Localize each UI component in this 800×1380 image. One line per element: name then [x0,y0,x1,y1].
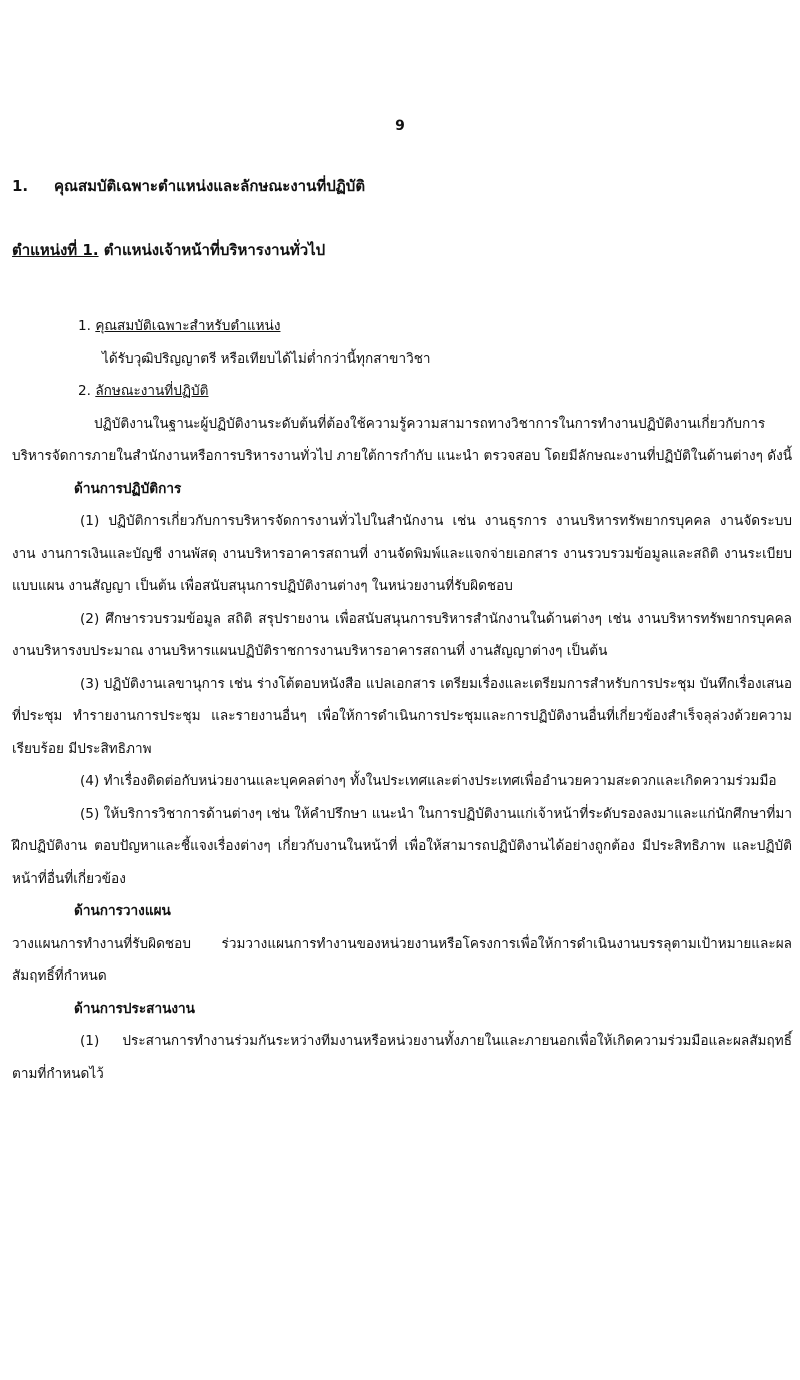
position-heading [12,238,325,262]
planning-text: วางแผนการทำงานที่รับผิดชอบ ร่วมวางแผนการทำงานของหน่วยงานหรือโครงการเพื่อให้การดำเนินงานบรรลุตามเป้าหมายและผลสัมฤทธิ์ที่กำหนด [12,935,792,984]
qualifications-heading-text: คุณสมบัติเฉพาะสำหรับตำแหน่ง [95,318,281,334]
operations-item-5: (5) ให้บริการวิชาการด้านต่างๆ เช่น ให้คำปรึกษา แนะนำ ในการปฏิบัติงานแก่เจ้าหน้าที่ระดับรองลงมาและแก่นักศึกษาที่มาฝึกปฏิบัติงาน ตอบปัญหาและชี้แจงเรื่องต่างๆ เกี่ยวกับงานในหน้าที่ เพื่อให้สามารถปฏิบัติงานได้อย่างถูกต้อง มีประสิทธิภาพ และปฏิบัติหน้าที่อื่นที่เกี่ยวข้อง [12,805,792,887]
position-label: ตำแหน่งที่ 1. [12,241,99,259]
job-description-heading [12,375,792,408]
section-number: 1. [12,177,29,195]
qualifications-number: 1. [78,318,91,334]
page-number: 9 [395,118,405,134]
planning-heading: ด้านการวางแผน [74,903,171,919]
operations-heading: ด้านการปฏิบัติการ [74,480,182,497]
coordination-heading: ด้านการประสานงาน [74,1000,195,1017]
operations-item-3: (3) ปฏิบัติงานเลขานุการ เช่น ร่างโต้ตอบหนังสือ แปลเอกสาร เตรียมเรื่องและเตรียมการสำหรับการประชุม บันทึกเรื่องเสนอที่ประชุม ทำรายงานการประชุม และรายงานอื่นๆ เพื่อให้การดำเนินการประชุมและการปฏิบัติงานอื่นที่เกี่ยวข้องสำเร็จลุล่วงด้วยความเรียบร้อย มีประสิทธิภาพ [12,675,792,757]
coordination-item-1: (1) ประสานการทำงานร่วมกันระหว่างทีมงานหรือหน่วยงานทั้งภายในและภายนอกเพื่อให้เกิดความร่วมมือและผลสัมฤทธิ์ตามที่กำหนดไว้ [12,1033,792,1082]
operations-item-4: (4) ทำเรื่องติดต่อกับหน่วยงานและบุคคลต่างๆ ทั้งในประเทศและต่างประเทศเพื่ออำนวยความสะดวกและเกิดความร่วมมือ [80,773,777,789]
document-body [12,310,792,1090]
section-heading [12,174,365,198]
job-description-heading-text: ลักษณะงานที่ปฏิบัติ [95,383,209,399]
operations-item-2: (2) ศึกษารวบรวมข้อมูล สถิติ สรุปรายงาน เพื่อสนับสนุนการบริหารสำนักงานในด้านต่างๆ เช่น งานบริหารทรัพยากรบุคคล งานบริหารงบประมาณ งานบริหารแผนปฏิบัติราชการงานบริหารอาคารสถานที่ งานสัญญาต่างๆ เป็นต้น [12,610,792,659]
qualifications-text: ได้รับวุฒิปริญญาตรี หรือเทียบได้ไม่ต่ำกว่านี้ทุกสาขาวิชา [102,350,431,367]
operations-item-1: (1) ปฏิบัติการเกี่ยวกับการบริหารจัดการงานทั่วไปในสำนักงาน เช่น งานธุรการ งานบริหารทรัพยากรบุคคล งานจัดระบบงาน งานการเงินและบัญชี งานพัสดุ งานบริหารอาคารสถานที่ งานจัดพิมพ์และแจกจ่ายเอกสาร งานรวบรวมข้อมูลและสถิติ งานระเบียบแบบแผน งานสัญญา เป็นต้น เพื่อสนับสนุนการปฏิบัติงานต่างๆ ในหน่วยงานที่รับผิดชอบ [12,513,792,594]
job-description-intro: ปฏิบัติงานในฐานะผู้ปฏิบัติงานระดับต้นที่ต้องใช้ความรู้ความสามารถทางวิชาการในการทำงานปฏิบัติงานเกี่ยวกับการบริหารจัดการภายในสำนักงานหรือการบริหารงานทั่วไป ภายใต้การกำกับ แนะนำ ตรวจสอบ โดยมีลักษณะงานที่ปฏิบัติในด้านต่างๆ ดังนี้ [12,415,793,464]
position-title: ตำแหน่งเจ้าหน้าที่บริหารงานทั่วไป [103,241,326,259]
section-title: คุณสมบัติเฉพาะตำแหน่งและลักษณะงานที่ปฏิบัติ [54,177,366,195]
qualifications-heading [12,310,792,343]
job-description-number: 2. [78,383,91,399]
